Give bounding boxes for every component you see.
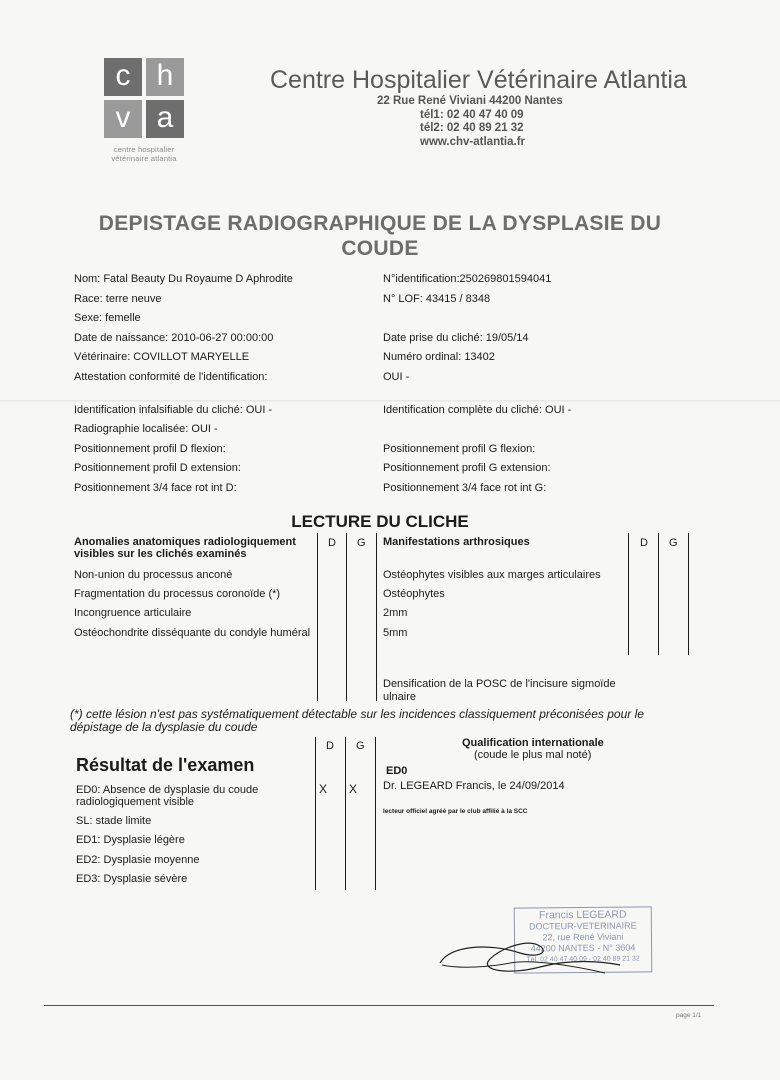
densification-line1: Densification de la POSC de l'incisure sigmoïde [383, 678, 616, 690]
signature [430, 925, 630, 985]
lecture-title: LECTURE DU CLICHE [291, 512, 469, 531]
hospital-tel2: tél2: 02 40 89 21 32 [420, 122, 524, 134]
result-title: Résultat de l'examen [76, 755, 255, 775]
stamp-line1: Francis LEGEARD [538, 908, 627, 922]
info-veterinaire: Vétérinaire: COVILLOT MARYELLE [74, 351, 250, 363]
result-col-g: G [356, 740, 365, 752]
result-ed3: ED3: Dysplasie sévère [76, 873, 188, 885]
check-infalsifiable: Identification infalsifiable du cliché: OUI - [74, 404, 273, 416]
hospital-website: www.chv-atlantia.fr [420, 136, 526, 148]
lecture-divider-4 [628, 533, 629, 655]
hospital-name: Centre Hospitalier Vétérinaire Atlantia [270, 66, 687, 94]
check-profil-g-extension: Positionnement profil G extension: [383, 462, 551, 474]
footnote-line2: dépistage de la dysplasie du coude [70, 720, 258, 734]
lecture-divider-5 [658, 533, 659, 655]
logo-letter-h: h [146, 58, 184, 96]
anomalies-header-line1: Anomalies anatomiques radiologiquement [74, 536, 296, 548]
reader-note: lecteur officiel agréé par le club affilié à la SCC [383, 808, 528, 815]
anomalies-col-d: D [328, 537, 336, 549]
anomalies-header-line2: visibles sur les clichés examinés [74, 548, 247, 560]
info-attestation: Attestation conformité de l'identification: [74, 371, 268, 383]
check-profil-g-flexion: Positionnement profil G flexion: [383, 443, 536, 455]
logo-caption-line2: vétérinaire atlantia [111, 154, 177, 163]
result-ed1: ED1: Dysplasie légère [76, 834, 185, 846]
manifestation-2mm: 2mm [383, 607, 408, 619]
hospital-tel1: tél1: 02 40 47 40 09 [420, 109, 524, 121]
qualification-value: ED0 [386, 765, 408, 777]
lecture-divider-6 [688, 533, 689, 655]
result-sl: SL: stade limite [76, 815, 152, 827]
result-divider-3 [375, 737, 376, 890]
page-number: page 1/1 [676, 1012, 702, 1019]
info-numero-ordinal: Numéro ordinal: 13402 [383, 351, 495, 363]
logo-letter-v: v [104, 100, 142, 138]
info-identification: N°identification:250269801594041 [383, 273, 552, 285]
info-race: Race: terre neuve [74, 293, 162, 305]
stamp-line4: 44200 NANTES - N° 3604 [530, 942, 636, 954]
qualification-title: Qualification internationale [462, 737, 604, 749]
info-lof: N° LOF: 43415 / 8348 [383, 293, 491, 305]
manifestations-header: Manifestations arthrosiques [383, 536, 530, 548]
info-date-cliche: Date prise du cliché: 19/05/14 [383, 332, 529, 344]
info-date-naissance: Date de naissance: 2010-06-27 00:00:00 [74, 332, 274, 344]
check-profil-d-extension: Positionnement profil D extension: [74, 462, 241, 474]
title-line2: COUDE [341, 237, 419, 260]
anomalie-non-union: Non-union du processus anconé [74, 569, 233, 581]
anomalie-fragmentation: Fragmentation du processus coronoïde (*) [74, 588, 281, 600]
result-divider-1 [315, 737, 316, 890]
stamp-line2: DOCTEUR-VETERINAIRE [529, 920, 637, 932]
footnote-line1: (*) cette lésion n'est pas systématiquement détectable sur les incidences classiquement préconisées pour le [70, 707, 644, 721]
stamp-line3: 22, rue René Viviani [542, 931, 624, 943]
manifestations-col-d: D [640, 537, 648, 549]
result-mark-d: X [319, 782, 328, 796]
logo-letter-c: c [104, 58, 142, 96]
result-col-d: D [326, 740, 334, 752]
check-34-face-d: Positionnement 3/4 face rot int D: [74, 482, 237, 494]
check-34-face-g: Positionnement 3/4 face rot int G: [383, 482, 547, 494]
result-mark-g: X [349, 782, 358, 796]
densification-line2: ulnaire [383, 691, 417, 703]
check-profil-d-flexion: Positionnement profil D flexion: [74, 443, 226, 455]
hospital-address: 22 Rue René Viviani 44200 Nantes [377, 95, 563, 107]
lecture-divider-3 [376, 533, 377, 701]
lecture-divider-1 [317, 533, 318, 701]
result-ed0: ED0: Absence de dysplasie du coude [76, 784, 259, 796]
chva-logo [104, 58, 186, 140]
manifestation-osteophytes-marges: Ostéophytes visibles aux marges articulaires [383, 569, 601, 581]
qualification-sub: (coude le plus mal noté) [474, 749, 592, 761]
check-complete: Identification complète du cliché: OUI - [383, 404, 572, 416]
anomalie-incongruence: Incongruence articulaire [74, 607, 192, 619]
logo-letter-a: a [146, 100, 184, 138]
manifestation-osteophytes: Ostéophytes [383, 588, 445, 600]
footer-rule [44, 1005, 714, 1006]
logo-caption-line1: centre hospitalier [113, 145, 175, 154]
anomalie-osteochondrite: Ostéochondrite disséquante du condyle huméral [74, 627, 311, 639]
reader-name-date: Dr. LEGEARD Francis, le 24/09/2014 [383, 780, 565, 792]
info-nom: Nom: Fatal Beauty Du Royaume D Aphrodite [74, 273, 293, 285]
document-title [60, 211, 700, 261]
title-line1: DEPISTAGE RADIOGRAPHIQUE DE LA DYSPLASIE DU [98, 212, 662, 235]
anomalies-col-g: G [357, 537, 366, 549]
paper-fold [0, 400, 780, 402]
lecture-divider-2 [346, 533, 347, 701]
check-localisee: Radiographie localisée: OUI - [74, 423, 218, 435]
manifestation-5mm: 5mm [383, 627, 408, 639]
info-sexe: Sexe: femelle [74, 312, 141, 324]
result-ed2: ED2: Dysplasie moyenne [76, 854, 200, 866]
result-divider-2 [345, 737, 346, 890]
info-attestation-value: OUI - [383, 371, 410, 383]
stamp-line5: Tél. 02 40 47 40 09 - 02 40 89 21 32 [526, 955, 640, 964]
result-ed0-cont: radiologiquement visible [76, 796, 195, 808]
manifestations-col-g: G [669, 537, 678, 549]
